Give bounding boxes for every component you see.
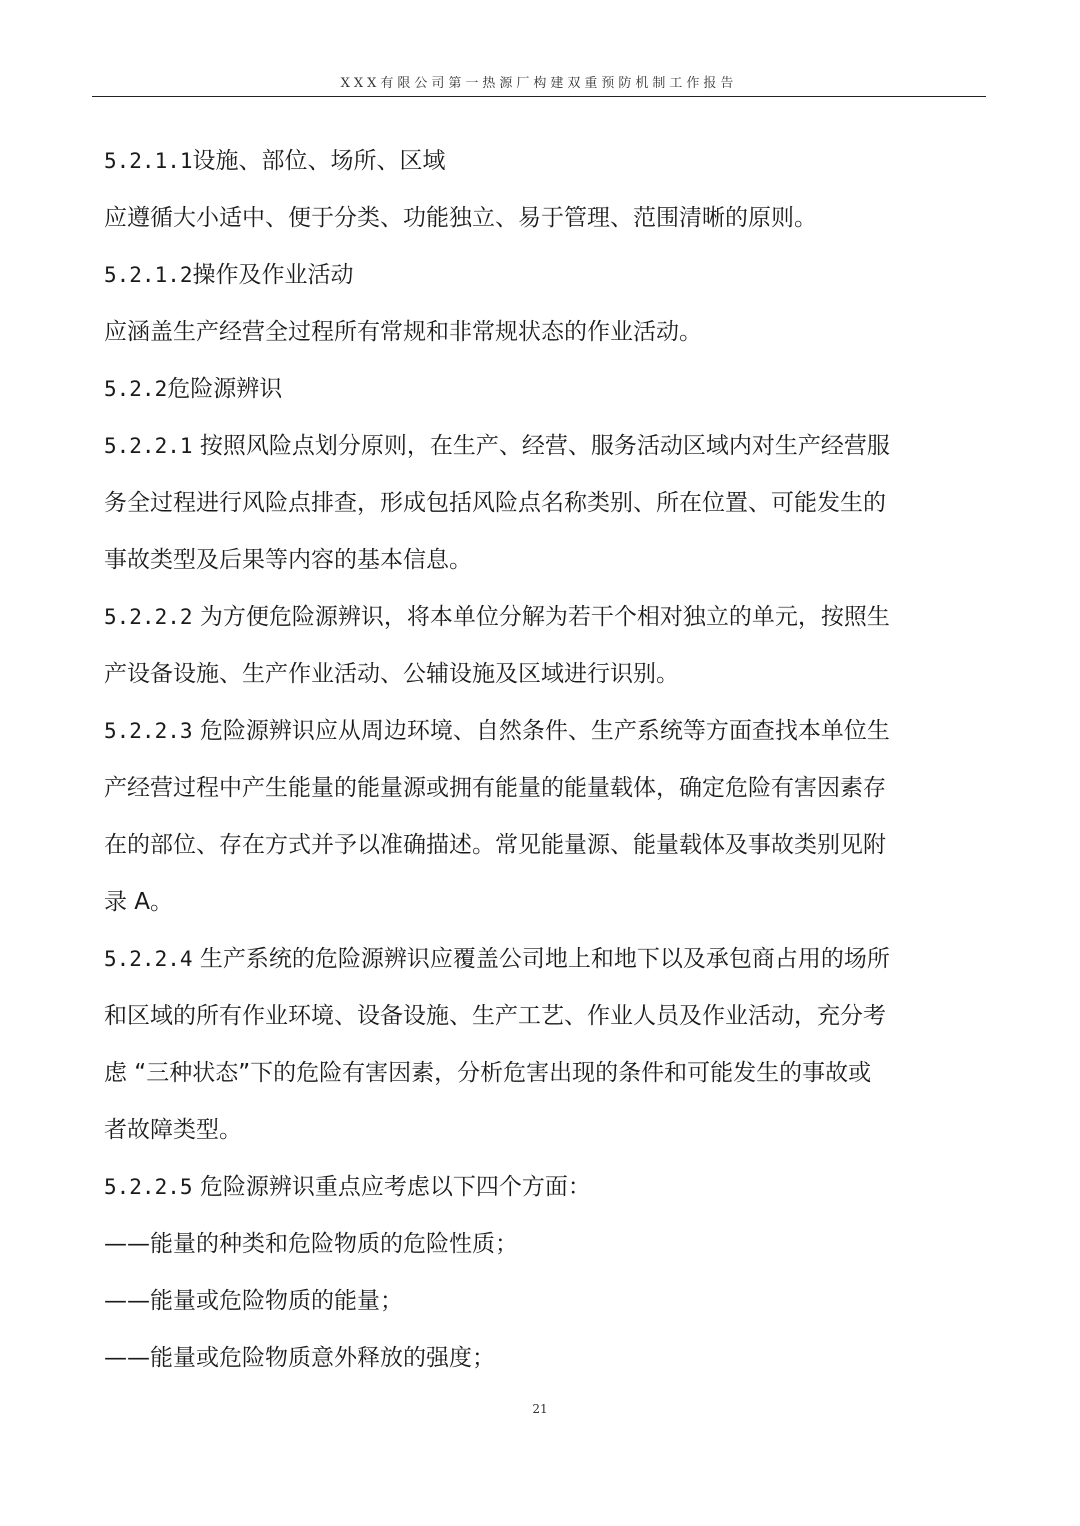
heading-5-2-1-2 [104, 247, 980, 304]
paragraph-line-text: 为方便危险源辨识，将本单位分解为若干个相对独立的单元，按照生 [192, 604, 890, 630]
list-item: ——能量或危险物质意外释放的强度； [104, 1345, 495, 1371]
section-number: 5.2.2.3 [104, 719, 193, 743]
paragraph-line: 录 A。 [104, 889, 174, 915]
paragraph-line: 虑 “三种状态”下的危险有害因素，分析危害出现的条件和可能发生的事故或 [104, 1060, 872, 1086]
paragraph-line-text: 生产系统的危险源辨识应覆盖公司地上和地下以及承包商占用的场所 [192, 946, 890, 972]
paragraph-5-2-2-1 [104, 418, 980, 589]
heading-5-2-2 [104, 361, 980, 418]
paragraph-5-2-1-2: 应涵盖生产经营全过程所有常规和非常规状态的作业活动。 [104, 319, 702, 345]
paragraph-line-text: 危险源辨识重点应考虑以下四个方面： [192, 1174, 591, 1200]
paragraph-line [104, 418, 980, 475]
header-title: XXX有限公司第一热源厂构建双重预防机制工作报告 [340, 76, 738, 91]
paragraph-5-2-2-3 [104, 703, 980, 931]
page-header [92, 74, 986, 97]
section-number: 5.2.2.1 [104, 434, 193, 458]
paragraph-line-text: 按照风险点划分原则，在生产、经营、服务活动区域内对生产经营服 [192, 433, 890, 459]
paragraph-5-2-1-1: 应遵循大小适中、便于分类、功能独立、易于管理、范围清晰的原则。 [104, 205, 817, 231]
section-number: 5.2.1.1 [104, 149, 193, 173]
paragraph-line [104, 931, 980, 988]
list-item: ——能量的种类和危险物质的危险性质； [104, 1231, 518, 1257]
paragraph-line: 产经营过程中产生能量的能量源或拥有能量的能量载体，确定危险有害因素存 [104, 775, 886, 801]
section-title: 操作及作业活动 [192, 262, 354, 288]
section-number: 5.2.2.2 [104, 605, 193, 629]
paragraph-line: 和区域的所有作业环境、设备设施、生产工艺、作业人员及作业活动，充分考 [104, 1003, 886, 1029]
paragraph-5-2-2-4 [104, 931, 980, 1159]
paragraph-line [104, 589, 980, 646]
paragraph-5-2-2-5 [104, 1159, 980, 1216]
paragraph-line [104, 703, 980, 760]
paragraph-line: 者故障类型。 [104, 1117, 242, 1143]
paragraph-5-2-2-2 [104, 589, 980, 703]
paragraph-line: 事故类型及后果等内容的基本信息。 [104, 547, 472, 573]
list-item: ——能量或危险物质的能量； [104, 1288, 403, 1314]
heading-5-2-1-1 [104, 133, 980, 190]
section-title: 设施、部位、场所、区域 [192, 148, 446, 174]
section-number: 5.2.2.5 [104, 1175, 193, 1199]
section-title: 危险源辨识 [167, 376, 283, 402]
section-number: 5.2.2.4 [104, 947, 193, 971]
page-number: 21 [532, 1402, 548, 1416]
section-number: 5.2.1.2 [104, 263, 193, 287]
paragraph-line: 务全过程进行风险点排查，形成包括风险点名称类别、所在位置、可能发生的 [104, 490, 886, 516]
document-body [104, 133, 980, 1387]
section-number: 5.2.2 [104, 377, 168, 401]
paragraph-line-text: 危险源辨识应从周边环境、自然条件、生产系统等方面查找本单位生 [192, 718, 890, 744]
paragraph-line: 在的部位、存在方式并予以准确描述。常见能量源、能量载体及事故类别见附 [104, 832, 886, 858]
paragraph-line: 产设备设施、生产作业活动、公辅设施及区域进行识别。 [104, 661, 679, 687]
